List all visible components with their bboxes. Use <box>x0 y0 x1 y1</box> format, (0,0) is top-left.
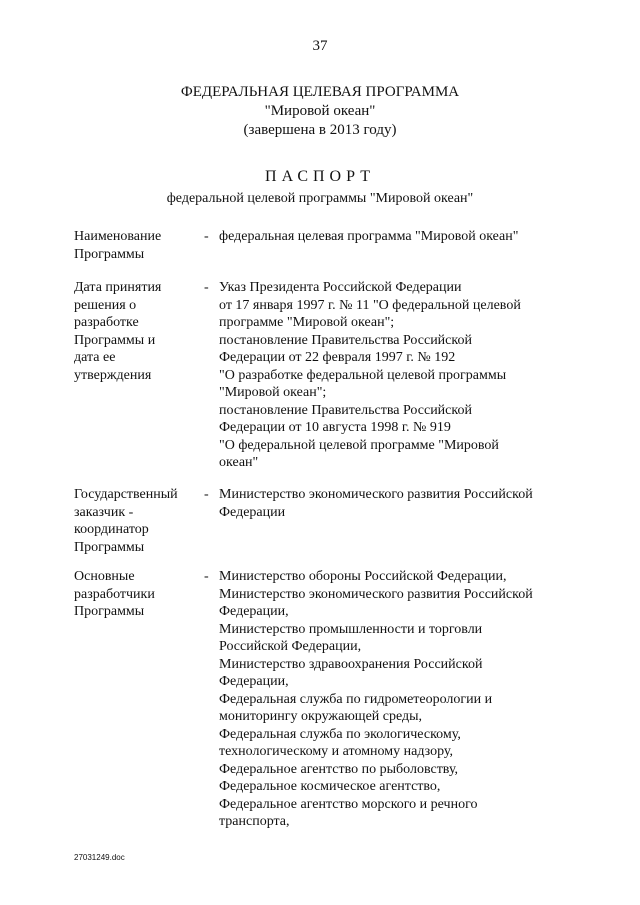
row-label: Основные разработчики Программы <box>74 569 155 619</box>
row-dash: - <box>204 280 209 295</box>
row-value: Министерство обороны Российской Федерации, Министерство экономического развития Российской Федерации, Министерство промышленности и торговли Российской Федерации, Министерство здравоохранения Российской Федерации, Федеральная служба по гидрометеорологии и мониторингу окружающей среды, Федеральная служба по экологическому, технологическому и атомному надзору, Федеральное агентство по рыболовству, Федеральное космическое агентство, Федеральное агентство морского и речного транспорта, <box>219 569 533 829</box>
row-label: Государственный заказчик - координатор Программы <box>74 487 178 555</box>
document-filename: 27031249.doc <box>74 853 125 862</box>
row-label: Дата принятия решения о разработке Программы и дата ее утверждения <box>74 280 162 383</box>
program-title-block <box>0 83 640 140</box>
row-label: Наименование Программы <box>74 229 162 262</box>
program-title: ФЕДЕРАЛЬНАЯ ЦЕЛЕВАЯ ПРОГРАММА <box>180 84 460 100</box>
row-value: федеральная целевая программа "Мировой океан" <box>219 229 519 244</box>
row-dash: - <box>204 229 209 244</box>
page-number: 37 <box>312 38 328 54</box>
row-value: Указ Президента Российской Федерации от 17 января 1997 г. № 11 "О федеральной целевой программе "Мировой океан"; постановление Правительства Российской Федерации от 22 февраля 1997 г. № 192 "О разработке федеральной целевой программы "Мировой океан"; постановление Правительства Российской Федерации от 10 августа 1998 г. № 919 "О федеральной целевой программе "Мировой океан" <box>219 280 521 470</box>
row-dash: - <box>204 569 209 584</box>
passport-heading: ПАСПОРТ <box>265 168 375 185</box>
row-value: Министерство экономического развития Российской Федерации <box>219 487 533 520</box>
row-dash: - <box>204 487 209 502</box>
program-status: (завершена в 2013 году) <box>243 122 397 138</box>
program-name: "Мировой океан" <box>264 103 376 119</box>
passport-subheading: федеральной целевой программы "Мировой океан" <box>166 191 474 206</box>
